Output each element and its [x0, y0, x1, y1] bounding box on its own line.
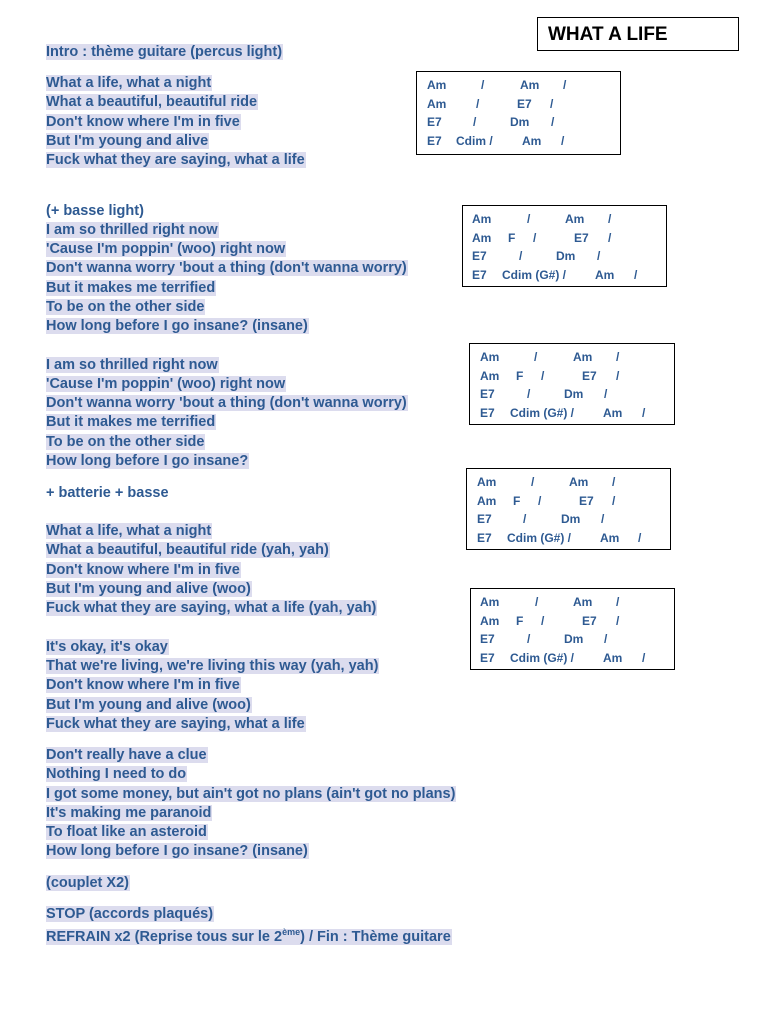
chord: E7 — [472, 268, 487, 283]
chord: Dm — [561, 512, 581, 527]
chord: Dm — [564, 632, 584, 647]
lyric-line: Intro : thème guitare (percus light) — [46, 44, 283, 60]
lyric-line: How long before I go insane? (insane) — [46, 843, 308, 859]
chord: Am — [477, 493, 497, 508]
chord: F — [516, 368, 524, 383]
chord: F — [508, 230, 516, 245]
lyric-line: I got some money, but ain't got no plans (ain't got no plans) — [46, 786, 456, 802]
lyric-line: But I'm young and alive — [46, 133, 209, 149]
chord-row — [417, 132, 620, 151]
lyric-line: Don't really have a clue — [46, 747, 207, 763]
chord: / — [642, 651, 646, 666]
lyric-line: I am so thrilled right now — [46, 222, 218, 238]
chord: Am — [480, 595, 500, 609]
chord: / — [473, 115, 477, 130]
chord-box — [462, 205, 667, 287]
lyric-line: What a life, what a night — [46, 75, 212, 91]
chord: F — [516, 613, 524, 628]
chord: E7 — [517, 96, 532, 111]
chord: / — [563, 78, 567, 92]
chord: Am — [427, 78, 447, 92]
chord-row — [471, 630, 674, 649]
chord: / — [541, 368, 545, 383]
chord: Cdim (G#) / — [510, 406, 575, 421]
chord: / — [634, 268, 638, 283]
chord-row — [467, 529, 670, 548]
chord: / — [551, 115, 555, 130]
lyric-line: I am so thrilled right now — [46, 357, 218, 373]
lyric-line: But I'm young and alive (woo) — [46, 697, 251, 713]
chord: Cdim (G#) / — [510, 651, 575, 666]
chord: / — [608, 230, 612, 245]
lyric-line: Fuck what they are saying, what a life — [46, 716, 305, 732]
chord: E7 — [574, 230, 589, 245]
superscript: ème — [282, 927, 301, 938]
chord-box — [416, 71, 621, 155]
chord-row — [467, 492, 670, 511]
chord: Cdim (G#) / — [502, 268, 567, 283]
song-title: WHAT A LIFE — [537, 17, 739, 51]
chord-row — [463, 247, 666, 266]
refrain-text-end: ) / Fin : Thème guitare — [300, 929, 451, 945]
lyric-line: It's making me paranoid — [46, 805, 212, 821]
section-note — [46, 928, 452, 946]
chord: / — [476, 96, 480, 111]
chord-row — [417, 95, 620, 114]
chord: Am — [603, 406, 623, 421]
chord: Am — [480, 613, 500, 628]
chord: Am — [427, 96, 447, 111]
chord: / — [538, 493, 542, 508]
lyric-line: What a beautiful, beautiful ride (yah, yah) — [46, 542, 329, 558]
chord: Cdim (G#) / — [507, 531, 572, 546]
chord-box — [470, 588, 675, 670]
lyric-line: What a life, what a night — [46, 523, 212, 539]
chord-row — [467, 510, 670, 529]
chord: E7 — [582, 368, 597, 383]
chord: Am — [565, 212, 585, 226]
lyric-line: Fuck what they are saying, what a life (yah, yah) — [46, 600, 377, 616]
lyric-line: Fuck what they are saying, what a life — [46, 152, 305, 168]
chord: / — [597, 249, 601, 264]
chord: / — [604, 387, 608, 402]
chord: Am — [522, 134, 542, 149]
chord: / — [601, 512, 605, 527]
chord: / — [616, 350, 620, 364]
chord: Am — [603, 651, 623, 666]
chord-row — [463, 266, 666, 285]
chord: / — [608, 212, 612, 226]
section-note: (couplet X2) — [46, 875, 129, 891]
chord-row — [471, 649, 674, 668]
chord-row — [470, 404, 674, 423]
chord: E7 — [427, 134, 442, 149]
chord: Am — [595, 268, 615, 283]
lyric-line: Don't wanna worry 'bout a thing (don't wanna worry) — [46, 260, 407, 276]
chord: / — [534, 350, 538, 364]
chord: / — [533, 230, 537, 245]
lyric-line: But I'm young and alive (woo) — [46, 581, 251, 597]
lyric-line: To float like an asteroid — [46, 824, 207, 840]
lyric-line: It's okay, it's okay — [46, 639, 168, 655]
chord-row — [470, 348, 674, 367]
lyric-line: 'Cause I'm poppin' (woo) right now — [46, 376, 286, 392]
chord-box — [466, 468, 671, 550]
chord: Am — [477, 475, 497, 489]
chord: / — [527, 632, 531, 647]
chord: Am — [569, 475, 589, 489]
chord-box — [469, 343, 675, 425]
chord: / — [612, 493, 616, 508]
section-note: (+ basse light) — [46, 203, 144, 219]
chord: / — [561, 134, 565, 149]
chord: E7 — [477, 512, 492, 527]
lyric-line: 'Cause I'm poppin' (woo) right now — [46, 241, 286, 257]
chord-row — [467, 473, 670, 492]
chord-row — [417, 113, 620, 132]
chord: Am — [480, 368, 500, 383]
lyric-line: Don't know where I'm in five — [46, 677, 240, 693]
chord: Am — [573, 350, 593, 364]
chord-row — [470, 385, 674, 404]
chord: / — [531, 475, 535, 489]
section-note: STOP (accords plaqués) — [46, 906, 214, 922]
lyric-line: Don't wanna worry 'bout a thing (don't wanna worry) — [46, 395, 407, 411]
lyric-line: How long before I go insane? (insane) — [46, 318, 308, 334]
chord: F — [513, 493, 521, 508]
chord: / — [541, 613, 545, 628]
chord: Am — [573, 595, 593, 609]
chord: E7 — [480, 387, 495, 402]
chord-row — [470, 367, 674, 386]
lyric-line: To be on the other side — [46, 299, 205, 315]
chord: / — [519, 249, 523, 264]
chord: / — [527, 387, 531, 402]
chord-row — [463, 210, 666, 229]
chord: Am — [472, 212, 492, 226]
lyric-line: But it makes me terrified — [46, 280, 216, 296]
chord: / — [616, 613, 620, 628]
lyric-line: Nothing I need to do — [46, 766, 187, 782]
chord: Cdim / — [456, 134, 493, 149]
chord: / — [523, 512, 527, 527]
chord: Dm — [510, 115, 530, 130]
chord: Am — [520, 78, 540, 92]
chord-row — [471, 593, 674, 612]
chord: E7 — [472, 249, 487, 264]
chord: E7 — [579, 493, 594, 508]
chord: / — [481, 78, 485, 92]
chord: E7 — [480, 406, 495, 421]
chord: E7 — [427, 115, 442, 130]
chord: Am — [600, 531, 620, 546]
lyric-line: That we're living, we're living this way (yah, yah) — [46, 658, 379, 674]
section-note: + batterie + basse — [46, 485, 169, 501]
chord-row — [463, 229, 666, 248]
chord: / — [616, 595, 620, 609]
chord: / — [616, 368, 620, 383]
lyric-line: How long before I go insane? — [46, 453, 249, 469]
chord: E7 — [480, 651, 495, 666]
chord: / — [527, 212, 531, 226]
chord: E7 — [477, 531, 492, 546]
lyric-line: Don't know where I'm in five — [46, 562, 240, 578]
chord: Dm — [564, 387, 584, 402]
lyric-line: But it makes me terrified — [46, 414, 216, 430]
chord: / — [535, 595, 539, 609]
lyric-line: Don't know where I'm in five — [46, 114, 240, 130]
chord-row — [417, 76, 620, 95]
chord: / — [612, 475, 616, 489]
lyric-line: What a beautiful, beautiful ride — [46, 94, 258, 110]
chord-row — [471, 612, 674, 631]
chord: Am — [480, 350, 500, 364]
refrain-text: REFRAIN x2 (Reprise tous sur le 2 — [46, 929, 283, 945]
chord: E7 — [480, 632, 495, 647]
chord: / — [642, 406, 646, 421]
lyric-line: To be on the other side — [46, 434, 205, 450]
chord: / — [638, 531, 642, 546]
chord: / — [604, 632, 608, 647]
chord: / — [550, 96, 554, 111]
chord: Dm — [556, 249, 576, 264]
chord: E7 — [582, 613, 597, 628]
chord: Am — [472, 230, 492, 245]
